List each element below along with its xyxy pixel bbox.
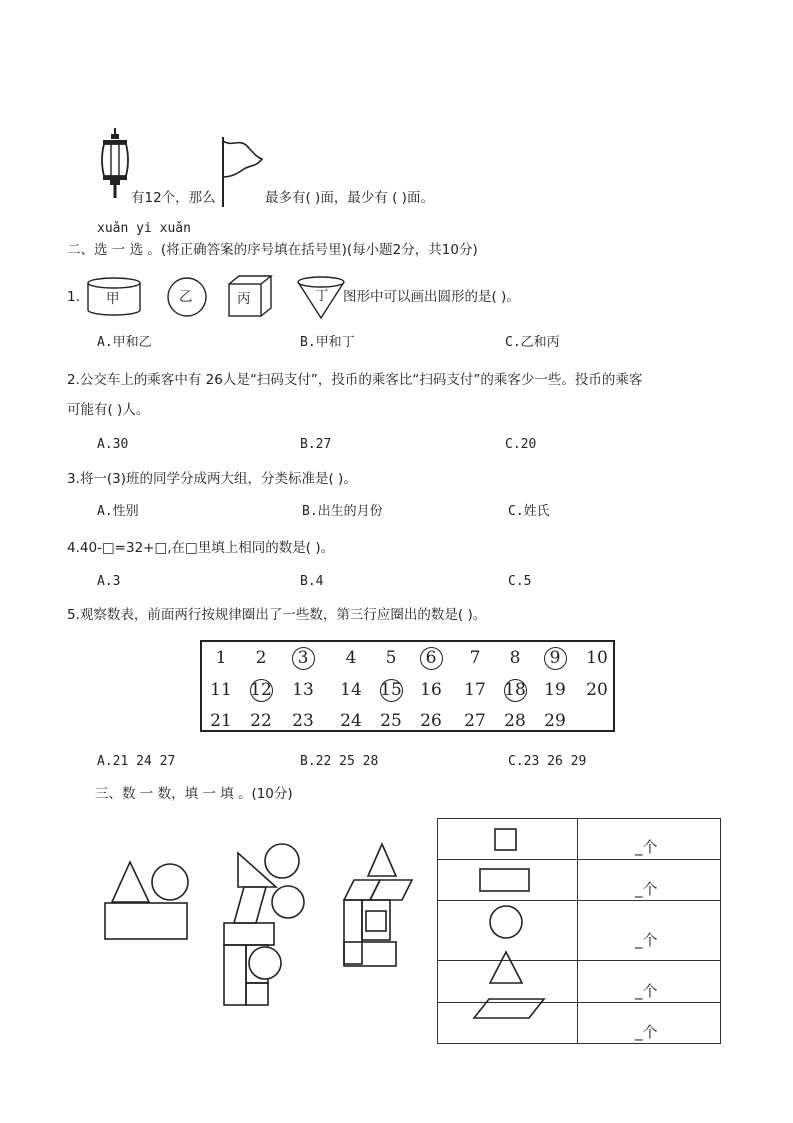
triangle-icon xyxy=(488,950,528,986)
shape-label-yi: 乙 xyxy=(179,289,193,305)
count-circle: _个 xyxy=(635,931,658,949)
shape-label-bing: 丙 xyxy=(237,291,251,307)
number-cell: 4 xyxy=(345,648,357,668)
number-table xyxy=(200,640,615,732)
square-icon xyxy=(494,828,518,852)
count-parallelogram: _个 xyxy=(635,1023,658,1041)
number-cell: 2 xyxy=(255,648,267,668)
q3-option-a: A.性别 xyxy=(97,504,139,519)
number-cell: 3 xyxy=(286,645,320,671)
number-cell: 9 xyxy=(538,645,572,671)
count-triangle: _个 xyxy=(635,982,658,1000)
lantern-icon xyxy=(100,128,130,203)
q2-option-b: B.27 xyxy=(300,437,332,452)
number-cell: 6 xyxy=(414,645,448,671)
q4-option-b: B.4 xyxy=(300,574,324,589)
number-cell: 18 xyxy=(498,677,532,703)
q1-number: 1. xyxy=(67,289,80,305)
count-square: _个 xyxy=(635,838,658,856)
number-cell: 12 xyxy=(244,677,278,703)
circle-icon xyxy=(488,904,528,944)
shape-figure-2 xyxy=(220,843,310,1008)
count-rectangle: _个 xyxy=(635,880,658,898)
number-cell: 19 xyxy=(544,680,566,700)
shape-label-jia: 甲 xyxy=(106,291,120,307)
flag-icon xyxy=(220,137,265,207)
q2-option-a: A.30 xyxy=(97,437,129,452)
number-cell: 5 xyxy=(385,648,397,668)
number-cell: 24 xyxy=(340,711,362,731)
q1-option-b: B.甲和丁 xyxy=(300,335,355,350)
number-cell: 29 xyxy=(544,711,566,731)
intro-text-1: 有12个，那么 xyxy=(131,190,216,206)
q2-option-c: C.20 xyxy=(505,437,537,452)
section3-heading: 三、数 一 数，填 一 填 。(10分) xyxy=(95,786,293,802)
number-cell: 15 xyxy=(374,677,408,703)
number-cell: 11 xyxy=(210,680,232,700)
number-cell: 23 xyxy=(292,711,314,731)
number-cell: 25 xyxy=(380,711,402,731)
q3-question: 3.将一(3)班的同学分成两大组，分类标准是( )。 xyxy=(67,471,357,487)
parallelogram-icon xyxy=(473,997,547,1021)
number-cell: 26 xyxy=(420,711,442,731)
section2-heading: 二、选 一 选 。(将正确答案的序号填在括号里)(每小题2分，共10分) xyxy=(67,242,478,258)
q4-option-a: A.3 xyxy=(97,574,121,589)
number-cell: 21 xyxy=(210,711,232,731)
q3-option-c: C.姓氏 xyxy=(508,504,550,519)
number-cell: 8 xyxy=(509,648,521,668)
q4-question: 4.40-□=32+□,在□里填上相同的数是( )。 xyxy=(67,540,335,556)
number-cell: 28 xyxy=(504,711,526,731)
intro-text-2: 最多有( )面，最少有 ( )面。 xyxy=(265,190,434,206)
shape-label-ding: 丁 xyxy=(315,288,329,304)
number-cell: 13 xyxy=(292,680,314,700)
number-cell: 17 xyxy=(464,680,486,700)
q5-question: 5.观察数表，前面两行按规律圈出了一些数，第三行应圈出的数是( )。 xyxy=(67,607,487,623)
number-cell: 1 xyxy=(215,648,227,668)
q4-option-c: C.5 xyxy=(508,574,532,589)
q1-question: 图形中可以画出圆形的是( )。 xyxy=(343,289,520,305)
q5-option-a: A.21 24 27 xyxy=(97,754,176,769)
number-cell: 16 xyxy=(420,680,442,700)
rectangle-icon xyxy=(479,868,531,894)
number-cell: 14 xyxy=(340,680,362,700)
section2-pinyin: xuǎn yi xuǎn xyxy=(97,221,191,236)
number-cell: 27 xyxy=(464,711,486,731)
number-cell: 20 xyxy=(586,680,608,700)
q2-line-2: 可能有( )人。 xyxy=(67,402,150,418)
q5-option-b: B.22 25 28 xyxy=(300,754,379,769)
shape-figure-1 xyxy=(104,858,194,943)
q1-option-c: C.乙和丙 xyxy=(505,335,560,350)
number-cell: 10 xyxy=(586,648,608,668)
number-cell: 7 xyxy=(469,648,481,668)
q3-option-b: B.出生的月份 xyxy=(302,504,383,519)
q1-option-a: A.甲和乙 xyxy=(97,335,152,350)
shape-figure-3 xyxy=(340,840,420,985)
q2-line-1: 2.公交车上的乘客中有 26人是“扫码支付”，投币的乘客比“扫码支付”的乘客少一些。投币的乘客 xyxy=(67,372,643,388)
number-cell: 22 xyxy=(250,711,272,731)
q5-option-c: C.23 26 29 xyxy=(508,754,587,769)
